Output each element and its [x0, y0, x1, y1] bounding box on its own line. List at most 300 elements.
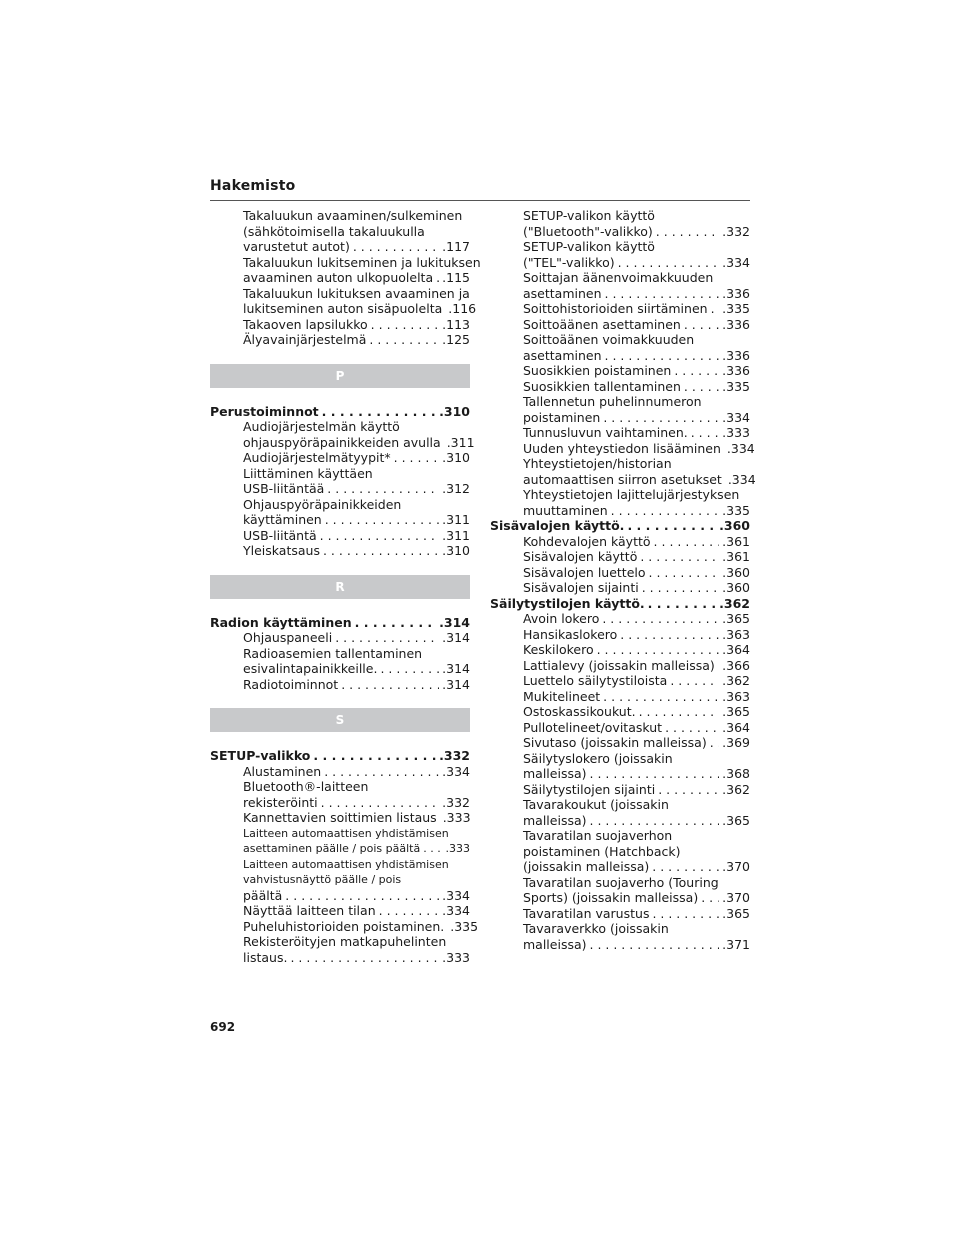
- entry-page-number: .333: [445, 842, 470, 855]
- index-sub-entry: [210, 239, 470, 255]
- dot-leader: [590, 813, 720, 829]
- entry-page-number: .371: [722, 936, 750, 952]
- dot-leader: [710, 735, 719, 751]
- index-sub-entry: [210, 512, 470, 528]
- index-sub-entry: [490, 394, 750, 410]
- entry-page-number: .116: [448, 301, 477, 316]
- entry-page-number: .115: [442, 270, 470, 285]
- index-sub-entry: [210, 270, 470, 286]
- entry-text: Näyttää laitteen tilan: [243, 903, 376, 918]
- dot-leader: [379, 903, 440, 919]
- spacer: [210, 388, 470, 404]
- entry-text: SETUP-valikko: [210, 748, 311, 763]
- dot-leader: [369, 332, 439, 348]
- dot-leader: [665, 720, 719, 736]
- index-sub-entry: [210, 810, 470, 826]
- index-sub-entry: [210, 826, 470, 842]
- index-sub-entry: [490, 379, 750, 395]
- entry-page-number: .312: [442, 481, 470, 496]
- index-sub-entry: [490, 363, 750, 379]
- dot-leader: [654, 534, 720, 550]
- entry-text: käyttäminen: [243, 512, 322, 527]
- spacer: [210, 732, 470, 748]
- entry-page-number: .361: [722, 549, 750, 564]
- index-main-entry: [490, 518, 750, 534]
- entry-text: Radion käyttäminen: [210, 614, 352, 630]
- index-sub-entry: [210, 630, 470, 646]
- index-sub-entry: [210, 918, 479, 935]
- index-sub-entry: [210, 950, 470, 966]
- index-sub-entry: [490, 735, 750, 751]
- entry-page-number: .335: [722, 301, 750, 316]
- entry-text: USB-liitäntä: [243, 527, 317, 543]
- dot-leader: [603, 410, 719, 426]
- entry-text: Säilytyslokero (joissakin: [523, 750, 673, 766]
- index-sub-entry: [490, 565, 750, 581]
- section-letter-bar: R: [210, 575, 470, 599]
- index-sub-entry: [490, 580, 750, 596]
- dot-leader: [423, 841, 442, 857]
- index-sub-entry: [490, 255, 750, 271]
- index-main-entry: [490, 596, 750, 612]
- index-sub-entry: [490, 658, 750, 674]
- index-sub-entry: [490, 487, 750, 503]
- entry-page-number: .310: [442, 450, 470, 465]
- index-sub-entry: [490, 921, 750, 937]
- index-sub-entry: [490, 844, 750, 860]
- index-sub-entry: [490, 208, 750, 224]
- index-sub-entry: [210, 497, 470, 513]
- dot-leader: [321, 795, 440, 811]
- entry-text: SETUP-valikon käyttö: [523, 208, 655, 223]
- entry-text: päältä: [243, 887, 283, 903]
- entry-page-number: .335: [722, 502, 750, 518]
- entry-text: malleissa): [523, 936, 587, 952]
- entry-page-number: .334: [722, 409, 750, 425]
- entry-page-number: .362: [722, 781, 750, 797]
- dot-leader: [605, 348, 720, 364]
- entry-page-number: .334: [727, 471, 756, 487]
- index-sub-entry: [490, 440, 755, 457]
- dot-leader: [327, 481, 439, 497]
- index-sub-entry: [210, 466, 470, 482]
- entry-text: poistaminen (Hatchback): [523, 843, 681, 859]
- entry-page-number: .335: [450, 918, 479, 934]
- entry-text: malleissa): [523, 812, 587, 828]
- index-sub-entry: [490, 332, 750, 348]
- entry-page-number: .333: [442, 810, 471, 825]
- entry-page-number: .332: [439, 748, 470, 763]
- entry-text: Audiojärjestelmän käyttö: [243, 419, 400, 434]
- entry-text: Rekisteröityjen matkapuhelinten: [243, 934, 447, 949]
- entry-text: Sports) (joissakin malleissa): [523, 890, 699, 905]
- entry-text: Takaluukun avaaminen/sulkeminen: [243, 208, 463, 223]
- entry-page-number: .362: [719, 595, 750, 611]
- section-letter-bar: S: [210, 708, 470, 732]
- entry-text: varustetut autot): [243, 239, 350, 254]
- entry-text: Tavaratilan suojaverho (Touring: [523, 874, 719, 890]
- entry-text: lukitseminen auton sisäpuolelta: [243, 301, 443, 316]
- entry-page-number: .366: [722, 657, 750, 673]
- index-sub-entry: [490, 270, 750, 286]
- spacer: [210, 559, 470, 575]
- index-sub-entry: [210, 286, 470, 302]
- entry-text: Puheluhistorioiden poistaminen.: [243, 918, 445, 934]
- dot-leader: [684, 379, 719, 395]
- entry-text: Soittoäänen voimakkuuden: [523, 332, 695, 347]
- entry-text: Tavarakoukut (joissakin: [523, 797, 669, 812]
- index-sub-entry: [210, 450, 470, 466]
- dot-leader: [656, 224, 719, 240]
- entry-text: automaattisen siirron asetukset: [523, 471, 722, 487]
- entry-text: vahvistusnäyttö päälle / pois: [243, 873, 402, 886]
- index-sub-entry: [210, 481, 470, 497]
- entry-page-number: .334: [722, 254, 750, 270]
- dot-leader: [674, 363, 719, 379]
- index-sub-entry: [210, 872, 470, 888]
- entry-text: ("Bluetooth"-valikko): [523, 223, 653, 239]
- dot-leader: [322, 404, 436, 420]
- dot-leader: [324, 764, 439, 780]
- index-sub-entry: [490, 813, 750, 829]
- entry-page-number: .365: [722, 704, 750, 719]
- entry-page-number: .362: [722, 673, 750, 688]
- dot-leader: [652, 906, 719, 922]
- index-sub-entry: [210, 224, 470, 240]
- index-sub-entry: [490, 286, 750, 302]
- index-sub-entry: [490, 471, 756, 488]
- entry-text: Tavaratilan suojaverhon: [523, 828, 673, 843]
- index-sub-entry: [490, 410, 750, 426]
- entry-page-number: .311: [446, 434, 475, 450]
- entry-page-number: .369: [722, 735, 750, 750]
- entry-text: (sähkötoimisella takaluukulla: [243, 223, 425, 239]
- dot-leader: [640, 549, 719, 565]
- entry-page-number: .336: [722, 285, 750, 301]
- dot-leader: [711, 301, 720, 317]
- index-main-entry: [210, 748, 470, 764]
- entry-page-number: .311: [442, 512, 470, 527]
- dot-leader: [320, 528, 440, 544]
- index-sub-entry: [490, 317, 750, 333]
- entry-text: Älyavainjärjestelmä: [243, 332, 367, 347]
- index-sub-entry: [490, 782, 750, 798]
- index-sub-entry: [490, 797, 750, 813]
- entry-page-number: .360: [719, 518, 750, 533]
- entry-text: Liittäminen käyttäen: [243, 465, 373, 481]
- dot-leader: [611, 503, 719, 519]
- entry-page-number: .368: [722, 766, 750, 781]
- entry-page-number: .365: [722, 905, 750, 921]
- entry-text: Uuden yhteystiedon lisääminen: [523, 440, 721, 456]
- entry-text: (joissakin malleissa): [523, 859, 650, 874]
- entry-page-number: .334: [442, 887, 470, 903]
- index-sub-entry: [490, 456, 750, 472]
- dot-leader: [642, 580, 719, 596]
- dot-leader: [380, 661, 439, 677]
- index-sub-entry: [490, 611, 750, 627]
- dot-leader: [639, 704, 720, 720]
- entry-page-number: .361: [722, 533, 750, 549]
- entry-text: Bluetooth®-laitteen: [243, 779, 369, 794]
- entry-text: esivalintapainikkeille.: [243, 661, 378, 676]
- dot-leader: [290, 950, 439, 966]
- entry-text: Alustaminen: [243, 763, 322, 779]
- entry-page-number: .113: [442, 316, 470, 332]
- entry-page-number: .334: [442, 903, 470, 918]
- dot-leader: [590, 766, 720, 782]
- index-sub-entry: [490, 704, 750, 720]
- entry-page-number: .364: [722, 719, 750, 735]
- entry-page-number: .310: [439, 403, 470, 419]
- index-sub-entry: [490, 720, 750, 736]
- dot-leader: [353, 239, 439, 255]
- index-sub-entry: [210, 779, 470, 795]
- entry-text: muuttaminen: [523, 502, 608, 518]
- entry-page-number: .336: [722, 316, 750, 332]
- entry-text: Tavaratilan varustus: [523, 905, 650, 921]
- index-sub-entry: [210, 841, 470, 857]
- entry-text: Soittoäänen asettaminen: [523, 316, 681, 332]
- entry-page-number: .360: [722, 564, 750, 580]
- index-sub-entry: [490, 549, 750, 565]
- entry-text: Sisävalojen käyttö: [523, 549, 638, 564]
- index-column-left: [210, 208, 481, 965]
- page-title: Hakemisto: [210, 178, 296, 194]
- entry-text: Kannettavien soittimien listaus: [243, 810, 437, 825]
- dot-leader: [602, 611, 719, 627]
- entry-page-number: .365: [722, 611, 750, 626]
- dot-leader: [323, 543, 439, 559]
- spacer: [210, 599, 470, 615]
- entry-page-number: .336: [722, 363, 750, 378]
- spacer: [210, 348, 470, 364]
- dot-leader: [590, 937, 720, 953]
- entry-page-number: .311: [442, 527, 470, 543]
- entry-text: listaus.: [243, 949, 288, 965]
- index-sub-entry: [210, 677, 470, 693]
- entry-text: Yhteystietojen/historian: [523, 456, 672, 471]
- dot-leader: [394, 450, 440, 466]
- entry-page-number: .334: [726, 440, 755, 456]
- entry-text: Pullotelineet/ovitaskut: [523, 719, 663, 735]
- entry-text: Laitteen automaattisen yhdistämisen: [243, 857, 449, 871]
- dot-leader: [701, 890, 719, 906]
- entry-text: rekisteröinti: [243, 794, 318, 810]
- index-sub-entry: [210, 903, 470, 919]
- dot-leader: [313, 748, 436, 764]
- dot-leader: [436, 270, 439, 286]
- dot-leader: [603, 689, 719, 705]
- entry-text: Perustoiminnot: [210, 403, 319, 419]
- dot-leader: [648, 596, 716, 612]
- index-sub-entry: [210, 888, 470, 904]
- index-sub-entry: [210, 528, 470, 544]
- index-sub-entry: [490, 875, 750, 891]
- entry-text: Lattialevy (joissakin malleissa): [523, 657, 715, 673]
- entry-text: Hansikaslokero: [523, 626, 618, 642]
- index-sub-entry: [210, 208, 470, 224]
- index-sub-entry: [490, 766, 750, 782]
- entry-text: malleissa): [523, 766, 587, 781]
- index-sub-entry: [490, 859, 750, 875]
- dot-leader: [620, 627, 719, 643]
- entry-page-number: .363: [722, 626, 750, 642]
- entry-text: Soittohistorioiden siirtäminen: [523, 301, 708, 316]
- entry-text: asettaminen: [523, 285, 602, 301]
- dot-leader: [627, 518, 716, 534]
- entry-text: USB-liitäntää: [243, 481, 325, 496]
- entry-text: Luettelo säilytystiloista: [523, 673, 668, 688]
- section-letter-bar: P: [210, 364, 470, 388]
- index-sub-entry: [490, 937, 750, 953]
- dot-leader: [341, 677, 439, 693]
- dot-leader: [652, 859, 719, 875]
- index-sub-entry: [490, 425, 750, 441]
- entry-text: Sisävalojen sijainti: [523, 580, 639, 595]
- entry-text: poistaminen: [523, 409, 601, 425]
- entry-page-number: .332: [442, 794, 470, 810]
- entry-text: Sivutaso (joissakin malleissa): [523, 735, 707, 750]
- index-column-right: [490, 208, 756, 952]
- dot-leader: [605, 286, 720, 302]
- index-sub-entry: [490, 534, 750, 550]
- entry-text: Radioasemien tallentaminen: [243, 645, 423, 661]
- dot-leader: [335, 630, 439, 646]
- dot-leader: [355, 615, 437, 631]
- header-divider: [210, 200, 750, 201]
- entry-page-number: .333: [442, 949, 470, 965]
- entry-text: Mukitelineet: [523, 688, 601, 704]
- entry-text: Yleiskatsaus: [243, 543, 320, 558]
- entry-page-number: .314: [442, 630, 470, 645]
- entry-text: Suosikkien tallentaminen: [523, 378, 681, 394]
- entry-page-number: .314: [439, 614, 470, 630]
- entry-page-number: .363: [722, 688, 750, 704]
- dot-leader: [618, 255, 720, 271]
- entry-page-number: .334: [442, 763, 470, 779]
- index-sub-entry: [210, 661, 470, 677]
- index-sub-entry: [490, 689, 750, 705]
- dot-leader: [649, 565, 720, 581]
- index-sub-entry: [490, 503, 750, 519]
- index-main-entry: [210, 404, 470, 420]
- index-sub-entry: [210, 301, 477, 317]
- entry-text: Tallennetun puhelinnumeron: [523, 394, 702, 409]
- entry-text: Takaluukun lukituksen avaaminen ja: [243, 285, 470, 301]
- entry-page-number: .125: [442, 332, 470, 347]
- entry-text: asettaminen päälle / pois päältä: [243, 842, 421, 855]
- dot-leader: [325, 512, 439, 528]
- index-sub-entry: [490, 890, 750, 906]
- entry-page-number: .333: [722, 425, 750, 440]
- entry-text: Takaoven lapsilukko: [243, 316, 368, 332]
- entry-text: asettaminen: [523, 347, 602, 363]
- entry-text: Sisävalojen luettelo: [523, 564, 646, 580]
- index-sub-entry: [490, 224, 750, 240]
- entry-text: Tunnusluvun vaihtaminen.: [523, 425, 688, 440]
- page-number: 692: [210, 1020, 236, 1034]
- dot-leader: [670, 673, 719, 689]
- entry-page-number: .314: [442, 676, 470, 692]
- index-sub-entry: [210, 795, 470, 811]
- index-sub-entry: [210, 934, 470, 950]
- index-sub-entry: [490, 627, 750, 643]
- entry-text: Säilytystilojen käyttö.: [490, 595, 645, 611]
- entry-page-number: .370: [722, 859, 750, 874]
- entry-text: Soittajan äänenvoimakkuuden: [523, 270, 714, 285]
- entry-text: Ohjauspaneeli: [243, 630, 333, 645]
- index-sub-entry: [210, 543, 470, 559]
- dot-leader: [691, 425, 719, 441]
- dot-leader: [658, 782, 719, 798]
- index-sub-entry: [210, 419, 470, 435]
- entry-text: Ohjauspyöräpainikkeiden: [243, 496, 402, 512]
- dot-leader: [285, 888, 439, 904]
- dot-leader: [597, 642, 720, 658]
- index-sub-entry: [210, 254, 481, 271]
- index-sub-entry: [210, 317, 470, 333]
- dot-leader: [684, 317, 719, 333]
- entry-text: Sisävalojen käyttö.: [490, 518, 625, 533]
- entry-page-number: .335: [722, 378, 750, 394]
- entry-page-number: .360: [722, 580, 750, 595]
- index-sub-entry: [490, 828, 750, 844]
- index-sub-entry: [490, 751, 750, 767]
- entry-text: Laitteen automaattisen yhdistämisen: [243, 826, 449, 840]
- entry-page-number: .364: [722, 642, 750, 657]
- index-sub-entry: [210, 434, 475, 451]
- entry-text: Keskilokero: [523, 642, 594, 657]
- index-sub-entry: [490, 673, 750, 689]
- entry-text: Kohdevalojen käyttö: [523, 533, 651, 549]
- dot-leader: [718, 658, 719, 674]
- entry-page-number: .310: [442, 543, 470, 558]
- entry-page-number: .117: [442, 239, 470, 254]
- spacer: [210, 692, 470, 708]
- entry-text: Radiotoiminnot: [243, 676, 339, 692]
- index-sub-entry: [490, 239, 750, 255]
- index-sub-entry: [490, 301, 750, 317]
- entry-text: Avoin lokero: [523, 611, 600, 626]
- entry-text: avaaminen auton ulkopuolelta: [243, 270, 434, 285]
- dot-leader: [371, 317, 439, 333]
- entry-text: ohjauspyöräpainikkeiden avulla: [243, 434, 441, 450]
- index-sub-entry: [490, 348, 750, 364]
- index-sub-entry: [490, 906, 750, 922]
- entry-text: Säilytystilojen sijainti: [523, 781, 656, 797]
- entry-page-number: .332: [722, 223, 750, 239]
- index-sub-entry: [210, 857, 470, 873]
- entry-text: Yhteystietojen lajittelujärjestyksen: [523, 487, 740, 502]
- index-sub-entry: [210, 764, 470, 780]
- entry-text: Tavaraverkko (joissakin: [523, 921, 669, 936]
- entry-page-number: .365: [722, 812, 750, 828]
- entry-text: Ostoskassikoukut.: [523, 704, 636, 719]
- entry-page-number: .336: [722, 347, 750, 363]
- entry-text: ("TEL"-valikko): [523, 254, 615, 270]
- entry-page-number: .314: [442, 661, 470, 676]
- entry-text: Suosikkien poistaminen: [523, 363, 672, 378]
- entry-text: Audiojärjestelmätyypit*: [243, 450, 391, 465]
- index-sub-entry: [210, 332, 470, 348]
- index-sub-entry: [210, 646, 470, 662]
- entry-text: Takaluukun lukitseminen ja lukituksen: [243, 254, 481, 270]
- index-main-entry: [210, 615, 470, 631]
- index-sub-entry: [490, 642, 750, 658]
- entry-text: SETUP-valikon käyttö: [523, 239, 655, 254]
- entry-page-number: .370: [722, 890, 750, 905]
